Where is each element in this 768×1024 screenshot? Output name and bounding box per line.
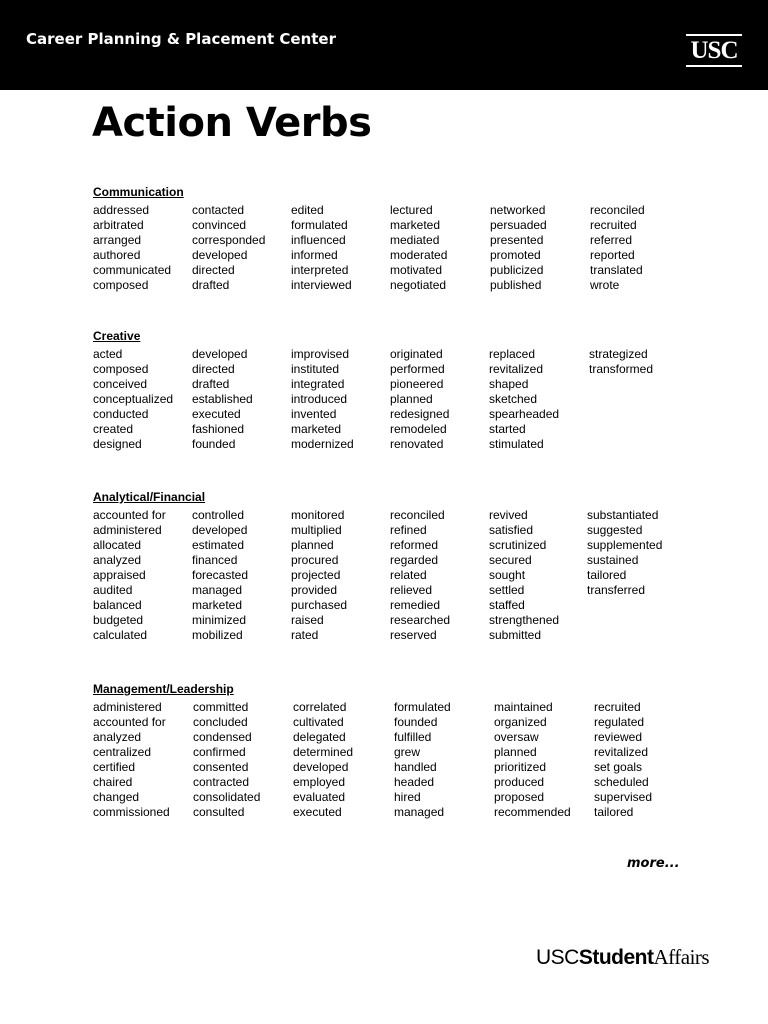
verb-column (594, 700, 694, 820)
verb-item: administered (93, 700, 162, 714)
verb-item: developed (192, 248, 248, 262)
usc-logo-text: USC (690, 37, 738, 64)
verb-item: maintained (494, 700, 553, 714)
usc-logo (686, 34, 742, 67)
section-heading: Analytical/Financial (93, 490, 206, 504)
verb-item: marketed (390, 218, 441, 232)
verb-item: balanced (93, 598, 142, 612)
verb-item: reformed (390, 538, 439, 552)
verb-item: analyzed (93, 553, 142, 567)
verb-item: referred (590, 233, 633, 247)
verb-item: motivated (390, 263, 443, 277)
verb-item: confirmed (193, 745, 246, 759)
verb-item: arranged (93, 233, 142, 247)
verb-item: instituted (291, 362, 340, 376)
verb-item: reviewed (594, 730, 643, 744)
verb-item: supplemented (587, 538, 663, 552)
verb-item: conceived (93, 377, 148, 391)
verb-item: networked (490, 203, 546, 217)
verb-item: invented (291, 407, 337, 421)
verb-item: remedied (390, 598, 441, 612)
verb-item: developed (192, 347, 248, 361)
verb-item: concluded (193, 715, 248, 729)
verb-item: grew (394, 745, 421, 759)
verb-item: edited (291, 203, 324, 217)
verb-item: composed (93, 362, 149, 376)
footer-logo-affairs: Affairs (653, 945, 710, 969)
verb-item: interpreted (291, 263, 349, 277)
verb-item: established (192, 392, 253, 406)
verb-item: introduced (291, 392, 348, 406)
verb-item: supervised (594, 790, 653, 804)
verb-item: set goals (594, 760, 643, 774)
verb-item: planned (291, 538, 334, 552)
verb-item: tailored (594, 805, 634, 819)
verb-item: multiplied (291, 523, 342, 537)
verb-item: rated (291, 628, 319, 642)
verb-item: spearheaded (489, 407, 560, 421)
verb-item: centralized (93, 745, 152, 759)
verb-item: financed (192, 553, 238, 567)
verb-item: allocated (93, 538, 142, 552)
verb-column (193, 700, 293, 820)
verb-item: administered (93, 523, 162, 537)
verb-item: marketed (192, 598, 243, 612)
verb-column (291, 508, 390, 643)
verb-item: evaluated (293, 790, 346, 804)
verb-item: marketed (291, 422, 342, 436)
verb-item: consolidated (193, 790, 261, 804)
verb-item: employed (293, 775, 346, 789)
more-link[interactable]: more... (627, 856, 680, 871)
section-analytical-financial (93, 490, 733, 643)
verb-item: reported (590, 248, 635, 262)
verb-item: executed (192, 407, 241, 421)
verb-item: accounted for (93, 508, 166, 522)
verb-item: relieved (390, 583, 433, 597)
verb-item: renovated (390, 437, 444, 451)
verb-item: integrated (291, 377, 345, 391)
verb-item: cultivated (293, 715, 344, 729)
section-communication (93, 185, 733, 293)
verb-item: wrote (590, 278, 620, 292)
verb-item: pioneered (390, 377, 444, 391)
verb-item: formulated (394, 700, 451, 714)
logo-rule-bottom (686, 65, 742, 67)
verb-column (192, 508, 291, 643)
verb-item: moderated (390, 248, 448, 262)
verb-item: started (489, 422, 526, 436)
verb-item: performed (390, 362, 445, 376)
verb-item: replaced (489, 347, 536, 361)
verb-item: determined (293, 745, 354, 759)
verb-column (390, 508, 489, 643)
verb-item: created (93, 422, 134, 436)
verb-item: promoted (490, 248, 541, 262)
verb-column (494, 700, 594, 820)
verb-item: strengthened (489, 613, 560, 627)
verb-item: strategized (589, 347, 648, 361)
verb-item: staffed (489, 598, 525, 612)
verb-item: secured (489, 553, 532, 567)
verb-item: provided (291, 583, 338, 597)
verb-item: consulted (193, 805, 245, 819)
page-title: Action Verbs (92, 100, 372, 146)
verb-item: designed (93, 437, 142, 451)
verb-item: delegated (293, 730, 346, 744)
verb-item: interviewed (291, 278, 352, 292)
verb-item: formulated (291, 218, 348, 232)
verb-item: scrutinized (489, 538, 547, 552)
verb-item: organized (494, 715, 547, 729)
verb-item: satisfied (489, 523, 534, 537)
verb-item: influenced (291, 233, 346, 247)
verb-item: communicated (93, 263, 172, 277)
verb-item: suggested (587, 523, 643, 537)
verb-column (293, 700, 394, 820)
section-heading: Communication (93, 185, 184, 199)
verb-item: changed (93, 790, 140, 804)
verb-column (394, 700, 494, 820)
verb-item: correlated (293, 700, 347, 714)
verb-item: purchased (291, 598, 348, 612)
verb-item: arbitrated (93, 218, 144, 232)
verb-item: planned (390, 392, 433, 406)
verb-item: contacted (192, 203, 245, 217)
verb-item: settled (489, 583, 525, 597)
verb-column (291, 347, 390, 452)
verb-item: estimated (192, 538, 245, 552)
verb-item: fashioned (192, 422, 245, 436)
verb-item: prioritized (494, 760, 547, 774)
verb-item: recommended (494, 805, 571, 819)
verb-item: accounted for (93, 715, 166, 729)
verb-item: conceptualized (93, 392, 174, 406)
verb-column (291, 203, 390, 293)
verb-item: translated (590, 263, 643, 277)
verb-item: related (390, 568, 427, 582)
student-affairs-logo (536, 945, 709, 970)
verb-item: drafted (192, 278, 230, 292)
verb-item: controlled (192, 508, 245, 522)
verb-column (93, 347, 192, 452)
footer-logo-usc: USC (536, 946, 579, 969)
verb-item: publicized (490, 263, 544, 277)
verb-item: substantiated (587, 508, 659, 522)
verb-item: produced (494, 775, 545, 789)
verb-column (390, 347, 489, 452)
verb-item: sustained (587, 553, 639, 567)
section-management-leadership (93, 682, 733, 820)
footer-logo-student: Student (578, 946, 654, 969)
verb-item: remodeled (390, 422, 447, 436)
verb-item: developed (192, 523, 248, 537)
verb-item: improvised (291, 347, 350, 361)
verb-item: shaped (489, 377, 529, 391)
verb-item: managed (394, 805, 445, 819)
verb-item: modernized (291, 437, 354, 451)
verb-item: procured (291, 553, 339, 567)
verb-item: founded (394, 715, 438, 729)
verb-column (587, 508, 687, 643)
verb-item: founded (192, 437, 236, 451)
verb-item: mediated (390, 233, 440, 247)
verb-item: conducted (93, 407, 149, 421)
verb-item: appraised (93, 568, 146, 582)
verb-item: stimulated (489, 437, 544, 451)
verb-item: composed (93, 278, 149, 292)
verb-item: researched (390, 613, 451, 627)
verb-item: calculated (93, 628, 148, 642)
verb-item: oversaw (494, 730, 539, 744)
verb-item: budgeted (93, 613, 144, 627)
verb-item: informed (291, 248, 338, 262)
verb-item: sought (489, 568, 526, 582)
verb-item: acted (93, 347, 123, 361)
verb-item: mobilized (192, 628, 243, 642)
verb-item: committed (193, 700, 249, 714)
verb-item: authored (93, 248, 141, 262)
verb-item: published (490, 278, 542, 292)
verb-item: hired (394, 790, 421, 804)
verb-column (590, 203, 690, 293)
verb-column (192, 203, 291, 293)
verb-item: negotiated (390, 278, 447, 292)
verb-item: headed (394, 775, 435, 789)
verb-column (93, 203, 192, 293)
verb-item: contracted (193, 775, 250, 789)
verb-item: condensed (193, 730, 252, 744)
verb-item: developed (293, 760, 349, 774)
verb-column (192, 347, 291, 452)
verb-item: regulated (594, 715, 645, 729)
verb-column (93, 508, 192, 643)
verb-item: submitted (489, 628, 542, 642)
verb-column (489, 347, 589, 452)
verb-column (490, 203, 590, 293)
verb-item: handled (394, 760, 437, 774)
verb-item: redesigned (390, 407, 450, 421)
verb-item: chaired (93, 775, 133, 789)
verb-item: raised (291, 613, 324, 627)
verb-item: addressed (93, 203, 150, 217)
verb-item: reconciled (390, 508, 445, 522)
verb-item: managed (192, 583, 243, 597)
verb-item: recruited (590, 218, 637, 232)
verb-item: tailored (587, 568, 627, 582)
verb-item: sketched (489, 392, 538, 406)
verb-item: audited (93, 583, 133, 597)
verb-item: scheduled (594, 775, 649, 789)
verb-item: directed (192, 362, 235, 376)
verb-column (589, 347, 689, 452)
section-heading: Management/Leadership (93, 682, 234, 696)
verb-item: recruited (594, 700, 641, 714)
verb-item: planned (494, 745, 537, 759)
verb-columns (93, 347, 733, 452)
verb-item: proposed (494, 790, 545, 804)
verb-item: monitored (291, 508, 345, 522)
verb-item: executed (293, 805, 342, 819)
verb-item: revitalized (594, 745, 649, 759)
verb-columns (93, 203, 733, 293)
verb-item: revitalized (489, 362, 544, 376)
verb-item: refined (390, 523, 427, 537)
header-title: Career Planning & Placement Center (26, 30, 336, 48)
verb-item: originated (390, 347, 443, 361)
section-creative (93, 329, 733, 452)
verb-item: reconciled (590, 203, 645, 217)
page-header (0, 0, 768, 90)
verb-item: corresponded (192, 233, 266, 247)
verb-item: forecasted (192, 568, 249, 582)
verb-item: fulfilled (394, 730, 432, 744)
verb-column (390, 203, 490, 293)
verb-item: revived (489, 508, 528, 522)
verb-item: regarded (390, 553, 439, 567)
verb-item: reserved (390, 628, 437, 642)
section-heading: Creative (93, 329, 141, 343)
verb-item: presented (490, 233, 544, 247)
verb-item: commissioned (93, 805, 170, 819)
verb-item: lectured (390, 203, 433, 217)
verb-column (489, 508, 587, 643)
verb-column (93, 700, 193, 820)
verb-item: directed (192, 263, 235, 277)
verb-item: drafted (192, 377, 230, 391)
verb-columns (93, 508, 733, 643)
verb-item: minimized (192, 613, 247, 627)
verb-item: transformed (589, 362, 654, 376)
logo-rule-top (686, 34, 742, 36)
verb-item: projected (291, 568, 341, 582)
verb-item: transferred (587, 583, 646, 597)
verb-item: convinced (192, 218, 247, 232)
verb-item: certified (93, 760, 136, 774)
verb-item: analyzed (93, 730, 142, 744)
verb-item: consented (193, 760, 249, 774)
verb-item: persuaded (490, 218, 547, 232)
verb-columns (93, 700, 733, 820)
